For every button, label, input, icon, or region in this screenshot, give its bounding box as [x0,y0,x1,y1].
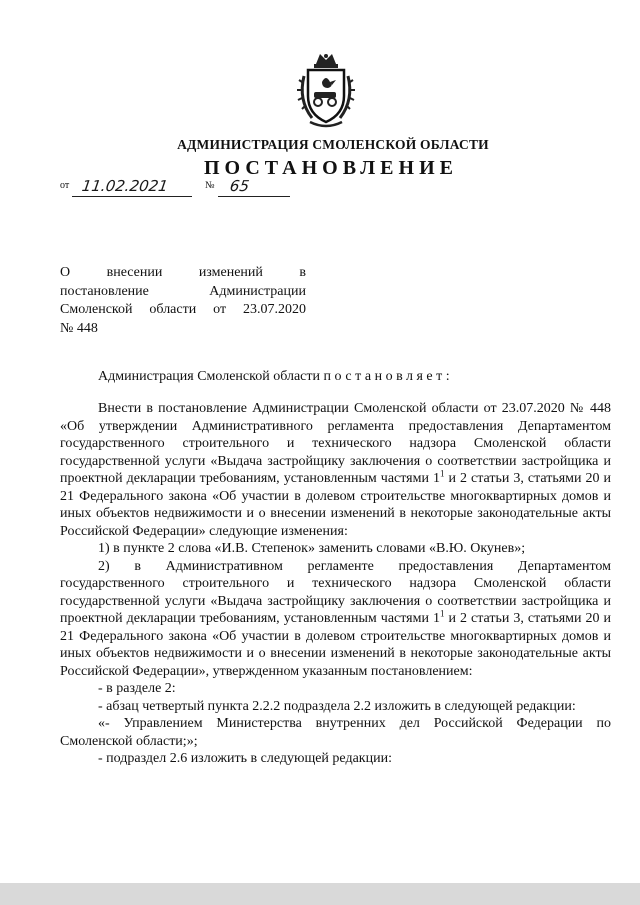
date-prefix: от [60,180,70,191]
body-paragraph: - в разделе 2: [98,681,176,696]
subject-line: № 448 [60,320,98,336]
organization-name: АДМИНИСТРАЦИЯ СМОЛЕНСКОЙ ОБЛАСТИ [177,137,489,152]
preamble [98,369,453,385]
superscript: 1 [439,608,445,619]
coat-of-arms-icon [294,52,358,132]
preamble-decree-word: постановляет: [323,369,454,384]
body-paragraph: - абзац четвертый пункта 2.2.2 подраздела 2.2 изложить в следующей редакции: [98,698,576,714]
body-paragraph: «- Управлением Министерства внутренних дел Российской Федерации по Смоленской области;»; [60,716,611,749]
body-paragraph: - подраздел 2.6 изложить в следующей редакции: [98,751,392,766]
document-type-title: ПОСТАНОВЛЕНИЕ [204,157,458,179]
date-underline [72,196,192,197]
body-text: Внести в постановление Администрации Смоленской области от 23.07.2020 № 448 «Об утверждении Административного регламента предоставления Департаментом государственного строительного и технического надзора Смоленской области государственной услуги «Выдача застройщику заключения о соответствии застройщика и проектной декларации требованиям, установленным частями 1 [60,401,611,486]
body-paragraph [60,400,611,540]
superscript: 1 [439,468,445,479]
body-paragraph [60,558,611,681]
subject-line: О внесении изменений в [60,265,306,280]
number-prefix: № [205,180,215,191]
subject-line: Смоленской области от 23.07.2020 [60,302,306,317]
body-text: и 2 статьи 3, статьями 20 и 21 Федерального закона «Об участии в долевом строительстве многоквартирных домов и иных объектов недвижимости и о внесении изменений в некоторые законодательные акты Российской Федерации», утвержденном указанным постановлением: [60,611,612,679]
body-text: 2) в Административном регламенте предоставления Департаментом государственного строительного и технического надзора Смоленской области государственной услуги «Выдача застройщику заключения о соответствии застройщика и проектной декларации требованиям, установленным частями 1 [60,558,611,626]
number-underline [218,196,290,197]
preamble-lead: Администрация Смоленской области [98,369,324,384]
scan-bottom-edge [0,883,640,905]
number-handwritten: 65 [228,177,251,195]
document-subject [60,264,306,338]
document-body [60,400,611,768]
body-paragraph: 1) в пункте 2 слова «И.В. Степенок» заменить словами «В.Ю. Окунев»; [98,541,526,556]
date-handwritten: 11.02.2021 [80,177,170,195]
body-text: и 2 статьи 3, статьями 20 и 21 Федерального закона «Об участии в долевом строительстве многоквартирных домов и иных объектов недвижимости и о внесении изменений в некоторые законодательные акты Российской Федерации» следующие изменения: [60,471,612,539]
subject-line: постановление Администрации [60,283,306,299]
